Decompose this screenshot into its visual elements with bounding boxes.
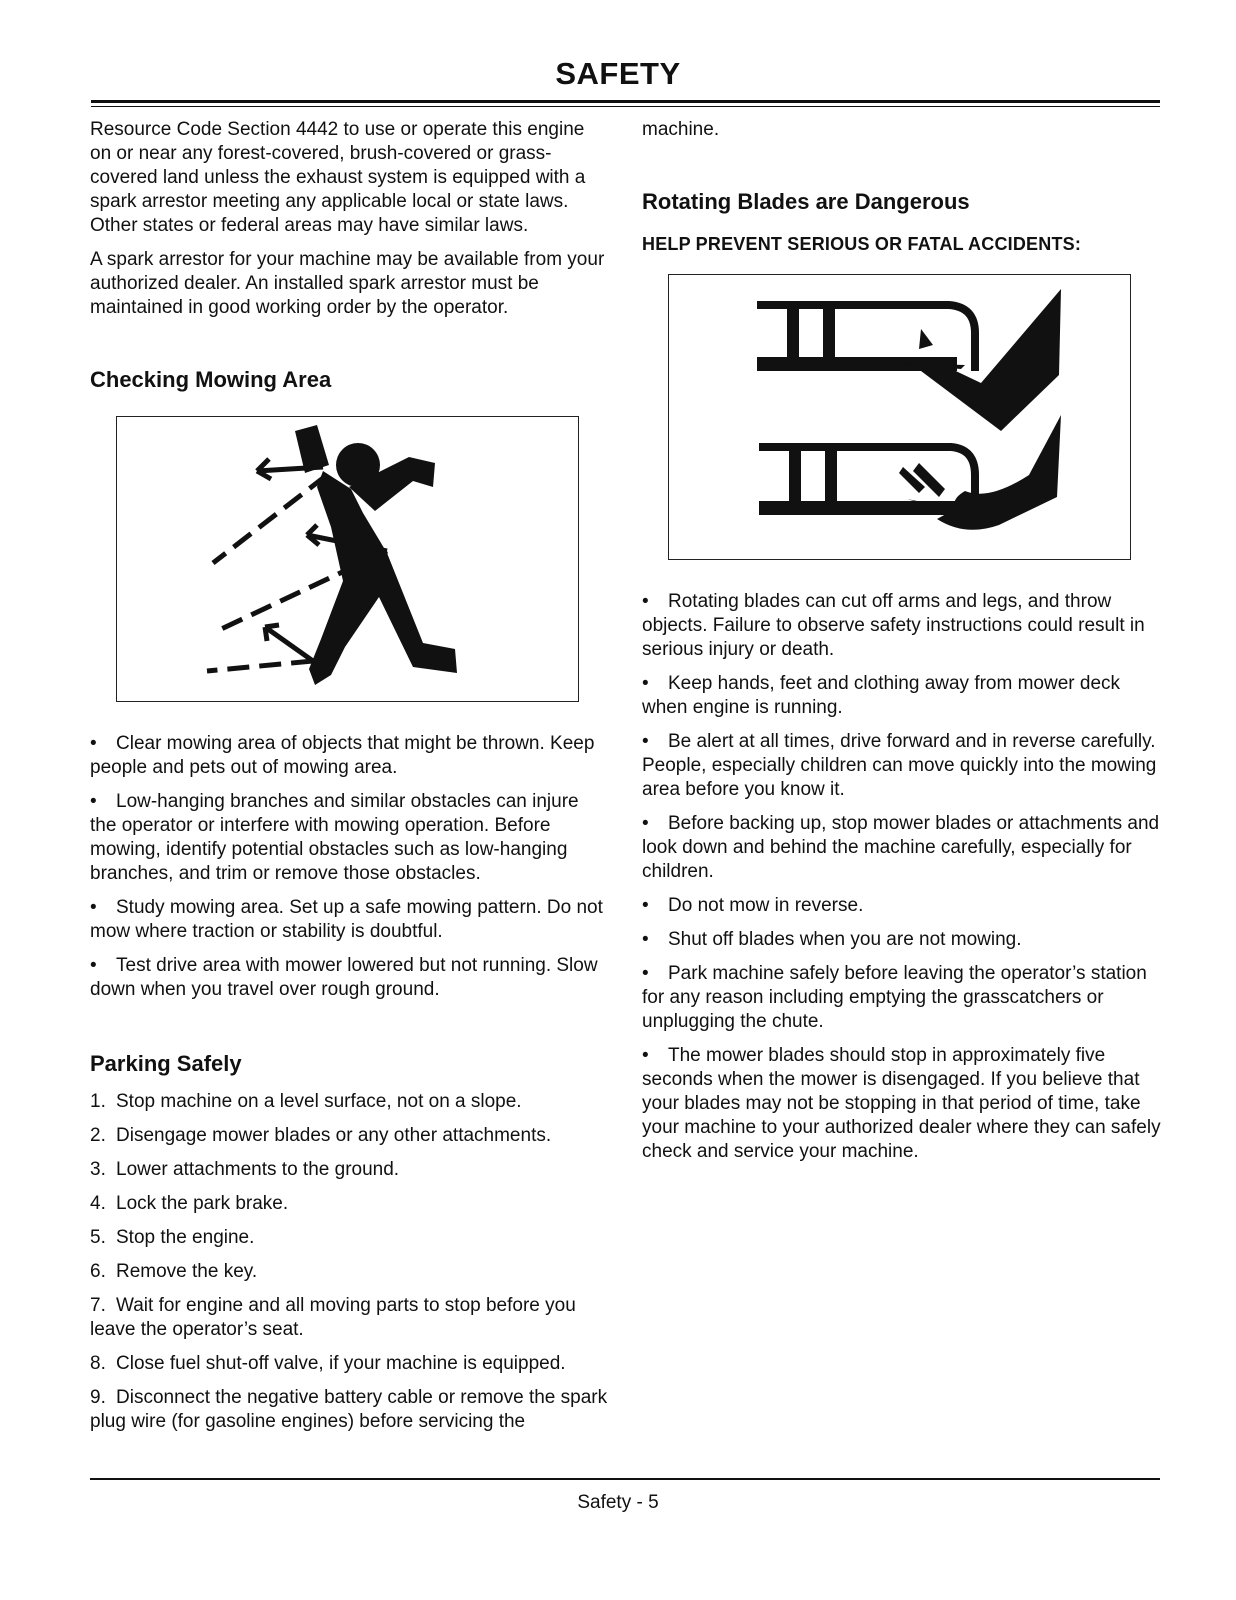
rotating-blades-heading: Rotating Blades are Dangerous [642,189,970,214]
parking-step [90,1226,610,1250]
step-text: Wait for engine and all moving parts to stop before you leave the operator’s seat. [90,1295,576,1340]
list-item: • Shut off blades when you are not mowing. [642,928,1162,952]
step-text: Disengage mower blades or any other attachments. [116,1125,552,1146]
step-text: Close fuel shut-off valve, if your machine is equipped. [116,1353,566,1374]
list-item: • Park machine safely before leaving the operator’s station for any reason including emptying the grasscatchers or unplugging the chute. [642,962,1162,1034]
page-title: SAFETY [555,56,681,91]
step-text: Stop machine on a level surface, not on a slope. [116,1091,522,1112]
step-number: 2. [90,1125,106,1146]
right-column [642,118,1162,1174]
parking-step [90,1090,610,1114]
intro-paragraph: A spark arrestor for your machine may be available from your authorized dealer. An installed spark arrestor must be maintained in good working order by the operator. [90,249,605,318]
thrown-object-hazard-figure [116,416,579,702]
list-item: • The mower blades should stop in approximately five seconds when the mower is disengaged. If you believe that your blades may not be stopping in that period of time, take your machine to your authorized dealer where they can safely check and service your machine. [642,1044,1162,1164]
step-number: 5. [90,1227,106,1248]
parking-step [90,1386,610,1434]
step-number: 8. [90,1353,106,1374]
list-item: • Clear mowing area of objects that might be thrown. Keep people and pets out of mowing area. [90,732,610,780]
list-item: • Rotating blades can cut off arms and legs, and throw objects. Failure to observe safety instructions could result in serious injury or death. [642,590,1162,662]
accident-warning-subheading: HELP PREVENT SERIOUS OR FATAL ACCIDENTS: [642,234,1082,254]
step-number: 7. [90,1295,106,1316]
rotating-blade-hazard-icon [669,275,1129,558]
step-number: 1. [90,1091,106,1112]
thrown-object-hazard-icon [117,417,577,700]
step-text: Lower attachments to the ground. [116,1159,400,1180]
parking-safely-heading: Parking Safely [90,1051,242,1076]
step-number: 3. [90,1159,106,1180]
intro-paragraph: Resource Code Section 4442 to use or operate this engine on or near any forest-covered, brush-covered or grass-covered land unless the exhaust system is equipped with a spark arrestor meeting any applicable local or state laws. Other states or federal areas may have similar laws. [90,119,586,236]
step-text: Disconnect the negative battery cable or remove the spark plug wire (for gasoline engines) before servicing the [90,1387,608,1432]
step-number: 9. [90,1387,106,1408]
list-item: • Before backing up, stop mower blades or attachments and look down and behind the machine carefully, especially for children. [642,812,1162,884]
parking-step [90,1352,610,1376]
step-text: Remove the key. [116,1261,258,1282]
step-text: Lock the park brake. [116,1193,289,1214]
list-item: • Keep hands, feet and clothing away from mower deck when engine is running. [642,672,1162,720]
list-item: • Test drive area with mower lowered but not running. Slow down when you travel over rough ground. [90,954,610,1002]
checking-mowing-area-heading: Checking Mowing Area [90,367,332,392]
header-rule-thin [91,106,1160,107]
parking-step [90,1192,610,1216]
list-item: • Do not mow in reverse. [642,894,1162,918]
parking-step [90,1294,610,1342]
parking-step [90,1260,610,1284]
step-number: 4. [90,1193,106,1214]
continuation-text: machine. [642,119,720,140]
list-item: • Low-hanging branches and similar obstacles can injure the operator or interfere with mowing operation. Before mowing, identify potential obstacles such as low-hanging branches, and trim or remove those obstacles. [90,790,610,886]
footer-rule [90,1478,1160,1480]
rotating-blade-hazard-figure [668,274,1131,560]
page-number: Safety - 5 [577,1492,659,1513]
parking-step [90,1158,610,1182]
header-rule [91,100,1160,103]
step-number: 6. [90,1261,106,1282]
step-text: Stop the engine. [116,1227,255,1248]
left-column [90,118,610,1444]
parking-step [90,1124,610,1148]
list-item: • Be alert at all times, drive forward and in reverse carefully. People, especially children can move quickly into the mowing area before you know it. [642,730,1162,802]
list-item: • Study mowing area. Set up a safe mowing pattern. Do not mow where traction or stability is doubtful. [90,896,610,944]
